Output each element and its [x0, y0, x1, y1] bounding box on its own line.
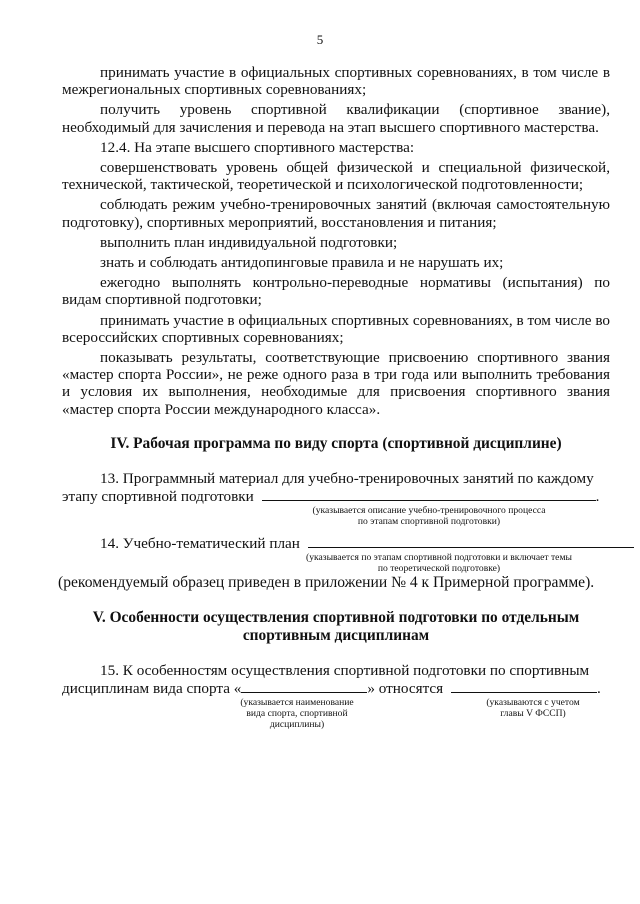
document-body [58, 64, 610, 737]
paragraph: 12.4. На этапе высшего спортивного мастерства: [100, 138, 415, 156]
section-heading-5 [62, 609, 610, 645]
item-13-end: . [595, 488, 600, 506]
item-15-label-b: » относятся [367, 679, 444, 697]
item-14-blank[interactable] [308, 534, 634, 548]
sport-name-blank[interactable] [241, 679, 367, 693]
item-13-line-2 [62, 487, 610, 505]
features-note-line: главы V ФССП) [500, 708, 566, 720]
item-14-text: (рекомендуемый образец приведен в приложении № 4 к Примерной программе). [58, 574, 595, 592]
paragraph: ежегодно выполнять контрольно-переводные нормативы (испытания) по видам спортивной подготовки; [62, 274, 610, 309]
item-14-line [62, 534, 610, 552]
item-13-note [262, 505, 596, 527]
item-13-note-line: по этапам спортивной подготовки) [357, 516, 501, 528]
features-note-line: (указываются с учетом [486, 697, 580, 709]
features-note [460, 697, 606, 719]
paragraph: показывать результаты, соответствующие присвоению спортивного звания «мастер спорта России», не реже одного раза в три года или выполнить требования и условия их выполнения, необходимые для присвоения спортивного звания «мастер спорта России международного класса». [62, 349, 610, 418]
section-heading-4: IV. Рабочая программа по виду спорта (спортивной дисциплине) [110, 434, 562, 452]
paragraph: соблюдать режим учебно-тренировочных занятий (включая самостоятельную подготовку), спортивных мероприятий, восстановления и питания; [62, 196, 610, 231]
item-15-end: . [596, 679, 601, 697]
paragraph: принимать участие в официальных спортивных соревнованиях, в том числе во всероссийских спортивных соревнованиях; [62, 311, 610, 346]
section-heading-5-line: V. Особенности осуществления спортивной подготовки по отдельным [92, 608, 580, 626]
item-15-line-2 [62, 679, 610, 697]
item-13-label: этапу спортивной подготовки [62, 488, 254, 506]
paragraph: выполнить план индивидуальной подготовки; [100, 233, 398, 251]
item-13-line-1: 13. Программный материал для учебно-тренировочных занятий по каждому [100, 469, 594, 487]
page-number: 5 [316, 32, 324, 47]
item-14-note [276, 552, 602, 574]
sport-name-note [234, 697, 360, 730]
item-13-blank[interactable] [262, 487, 596, 501]
sport-name-note-line: вида спорта, спортивной [246, 708, 348, 720]
paragraph: знать и соблюдать антидопинговые правила и не нарушать их; [100, 254, 504, 272]
paragraph: совершенствовать уровень общей физической и специальной физической, технической, тактической, теоретической и психологической подготовленности; [62, 159, 610, 194]
item-14-note-line: (указывается по этапам спортивной подготовки и включает темы [306, 552, 572, 564]
section-heading-5-line: спортивным дисциплинам [242, 626, 430, 644]
sport-name-note-line: (указывается наименование [240, 697, 354, 709]
item-13-note-line: (указывается описание учебно-тренировочного процесса [312, 505, 546, 517]
item-14-label: 14. Учебно-тематический план [100, 535, 300, 553]
sport-name-note-line: дисциплины) [269, 719, 325, 731]
item-15-label-a: дисциплинам вида спорта « [62, 679, 242, 697]
paragraph: получить уровень спортивной квалификации (спортивное звание), необходимый для зачисления и перевода на этап высшего спортивного мастерства. [62, 101, 610, 136]
paragraph: принимать участие в официальных спортивных соревнованиях, в том числе в межрегиональных спортивных соревнованиях; [62, 64, 610, 99]
features-blank[interactable] [451, 679, 597, 693]
item-15-notes [62, 697, 610, 737]
item-14-note-line: по теоретической подготовке) [377, 563, 501, 575]
item-15-line-1: 15. К особенностям осуществления спортивной подготовки по спортивным [100, 661, 590, 679]
